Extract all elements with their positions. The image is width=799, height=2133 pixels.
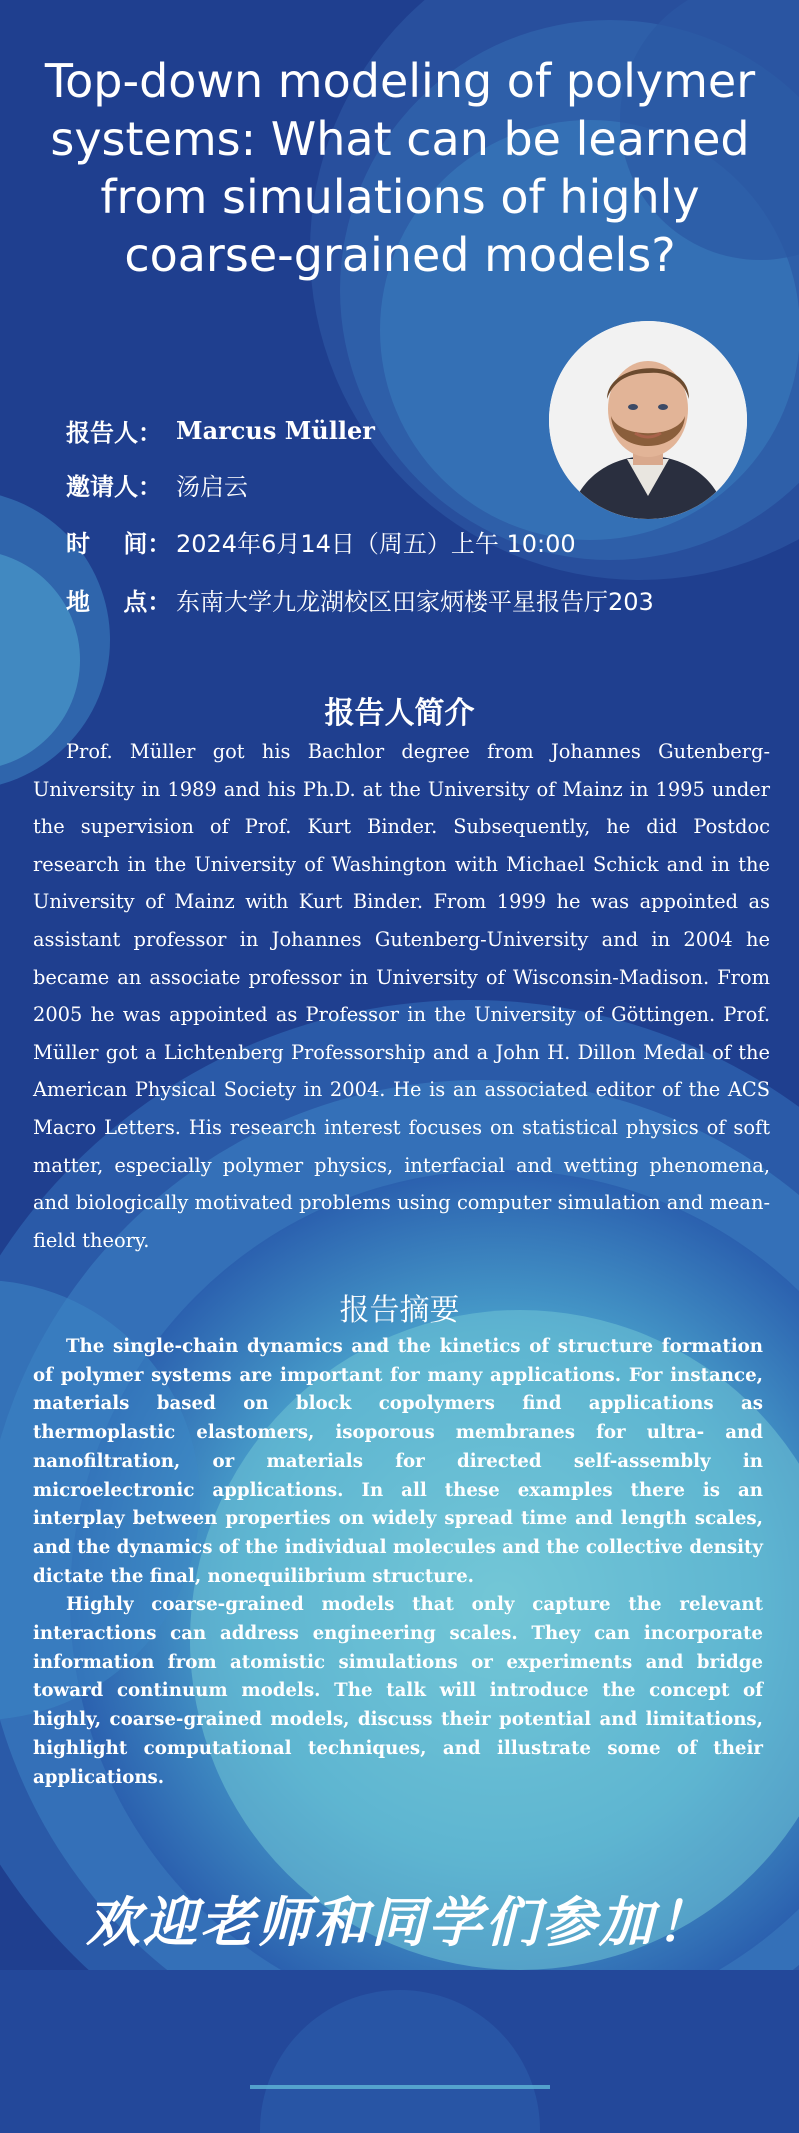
location-row <box>66 581 654 617</box>
welcome-banner: 欢迎老师和同学们参加！ <box>86 1891 713 1954</box>
time-row <box>66 523 576 559</box>
location-value: 东南大学九龙湖校区田家炳楼平星报告厅203 <box>176 587 654 616</box>
abstract-body <box>33 1333 763 1792</box>
abstract-heading: 报告摘要 <box>339 1293 460 1328</box>
speaker-photo <box>549 321 747 519</box>
location-label: 地 点： <box>66 587 172 616</box>
inviter-name: 汤启云 <box>176 472 248 501</box>
speaker-row <box>66 412 375 448</box>
speaker-label: 报告人： <box>66 418 162 447</box>
bio-text: Prof. Müller got his Bachlor degree from Johannes Gutenberg-University in 1989 and his Ph.D. at the University of Mainz in 1995 under the supervision of Prof. Kurt Binder. Subsequently, he did Postdoc research in the University of Washington with Michael Schick and in the University of Mainz with Kurt Binder. From 1999 he was appointed as assistant professor in Johannes Gutenberg-University and in 2004 he became an associate professor in University of Wisconsin-Madison. From 2005 he was appointed as Professor in the University of Göttingen. Prof. Müller got a Lichtenberg Professorship and a John H. Dillon Medal of the American Physical Society in 2004. He is an associated editor of the ACS Macro Letters. His research interest focuses on statistical physics of soft matter, especially polymer physics, interfacial and wetting phenomena, and biologically motivated problems using computer simulation and mean-field theory. <box>33 740 770 1252</box>
inviter-label: 邀请人： <box>66 472 162 501</box>
time-value: 2024年6月14日（周五）上午 10:00 <box>176 529 576 558</box>
inviter-row <box>66 466 248 502</box>
speaker-name: Marcus Müller <box>176 415 375 445</box>
bio-heading: 报告人简介 <box>324 696 475 731</box>
abstract-paragraph: Highly coarse-grained models that only capture the relevant interactions can address engineering scales. They can incorporate information from atomistic simulations or experiments and bridge toward continuum models. The talk will introduce the concept of highly, coarse-grained models, discuss their potential and limitations, highlight computational techniques, and illustrate some of their applications. <box>33 1594 763 1788</box>
abstract-paragraph: The single-chain dynamics and the kinetics of structure formation of polymer systems are important for many applications. For instance, materials based on block copolymers find applications as thermoplastic elastomers, isoporous membranes for ultra- and nanofiltration, or materials for directed self-assembly in microelectronic applications. In all these examples there is an interplay between properties on widely spread time and length scales, and the dynamics of the individual molecules and the collective density dictate the final, nonequilibrium structure. <box>33 1336 763 1587</box>
time-label: 时 间： <box>66 529 172 558</box>
talk-title: Top-down modeling of polymer systems: What can be learned from simulations of highly coarse-grained models? <box>44 54 756 282</box>
